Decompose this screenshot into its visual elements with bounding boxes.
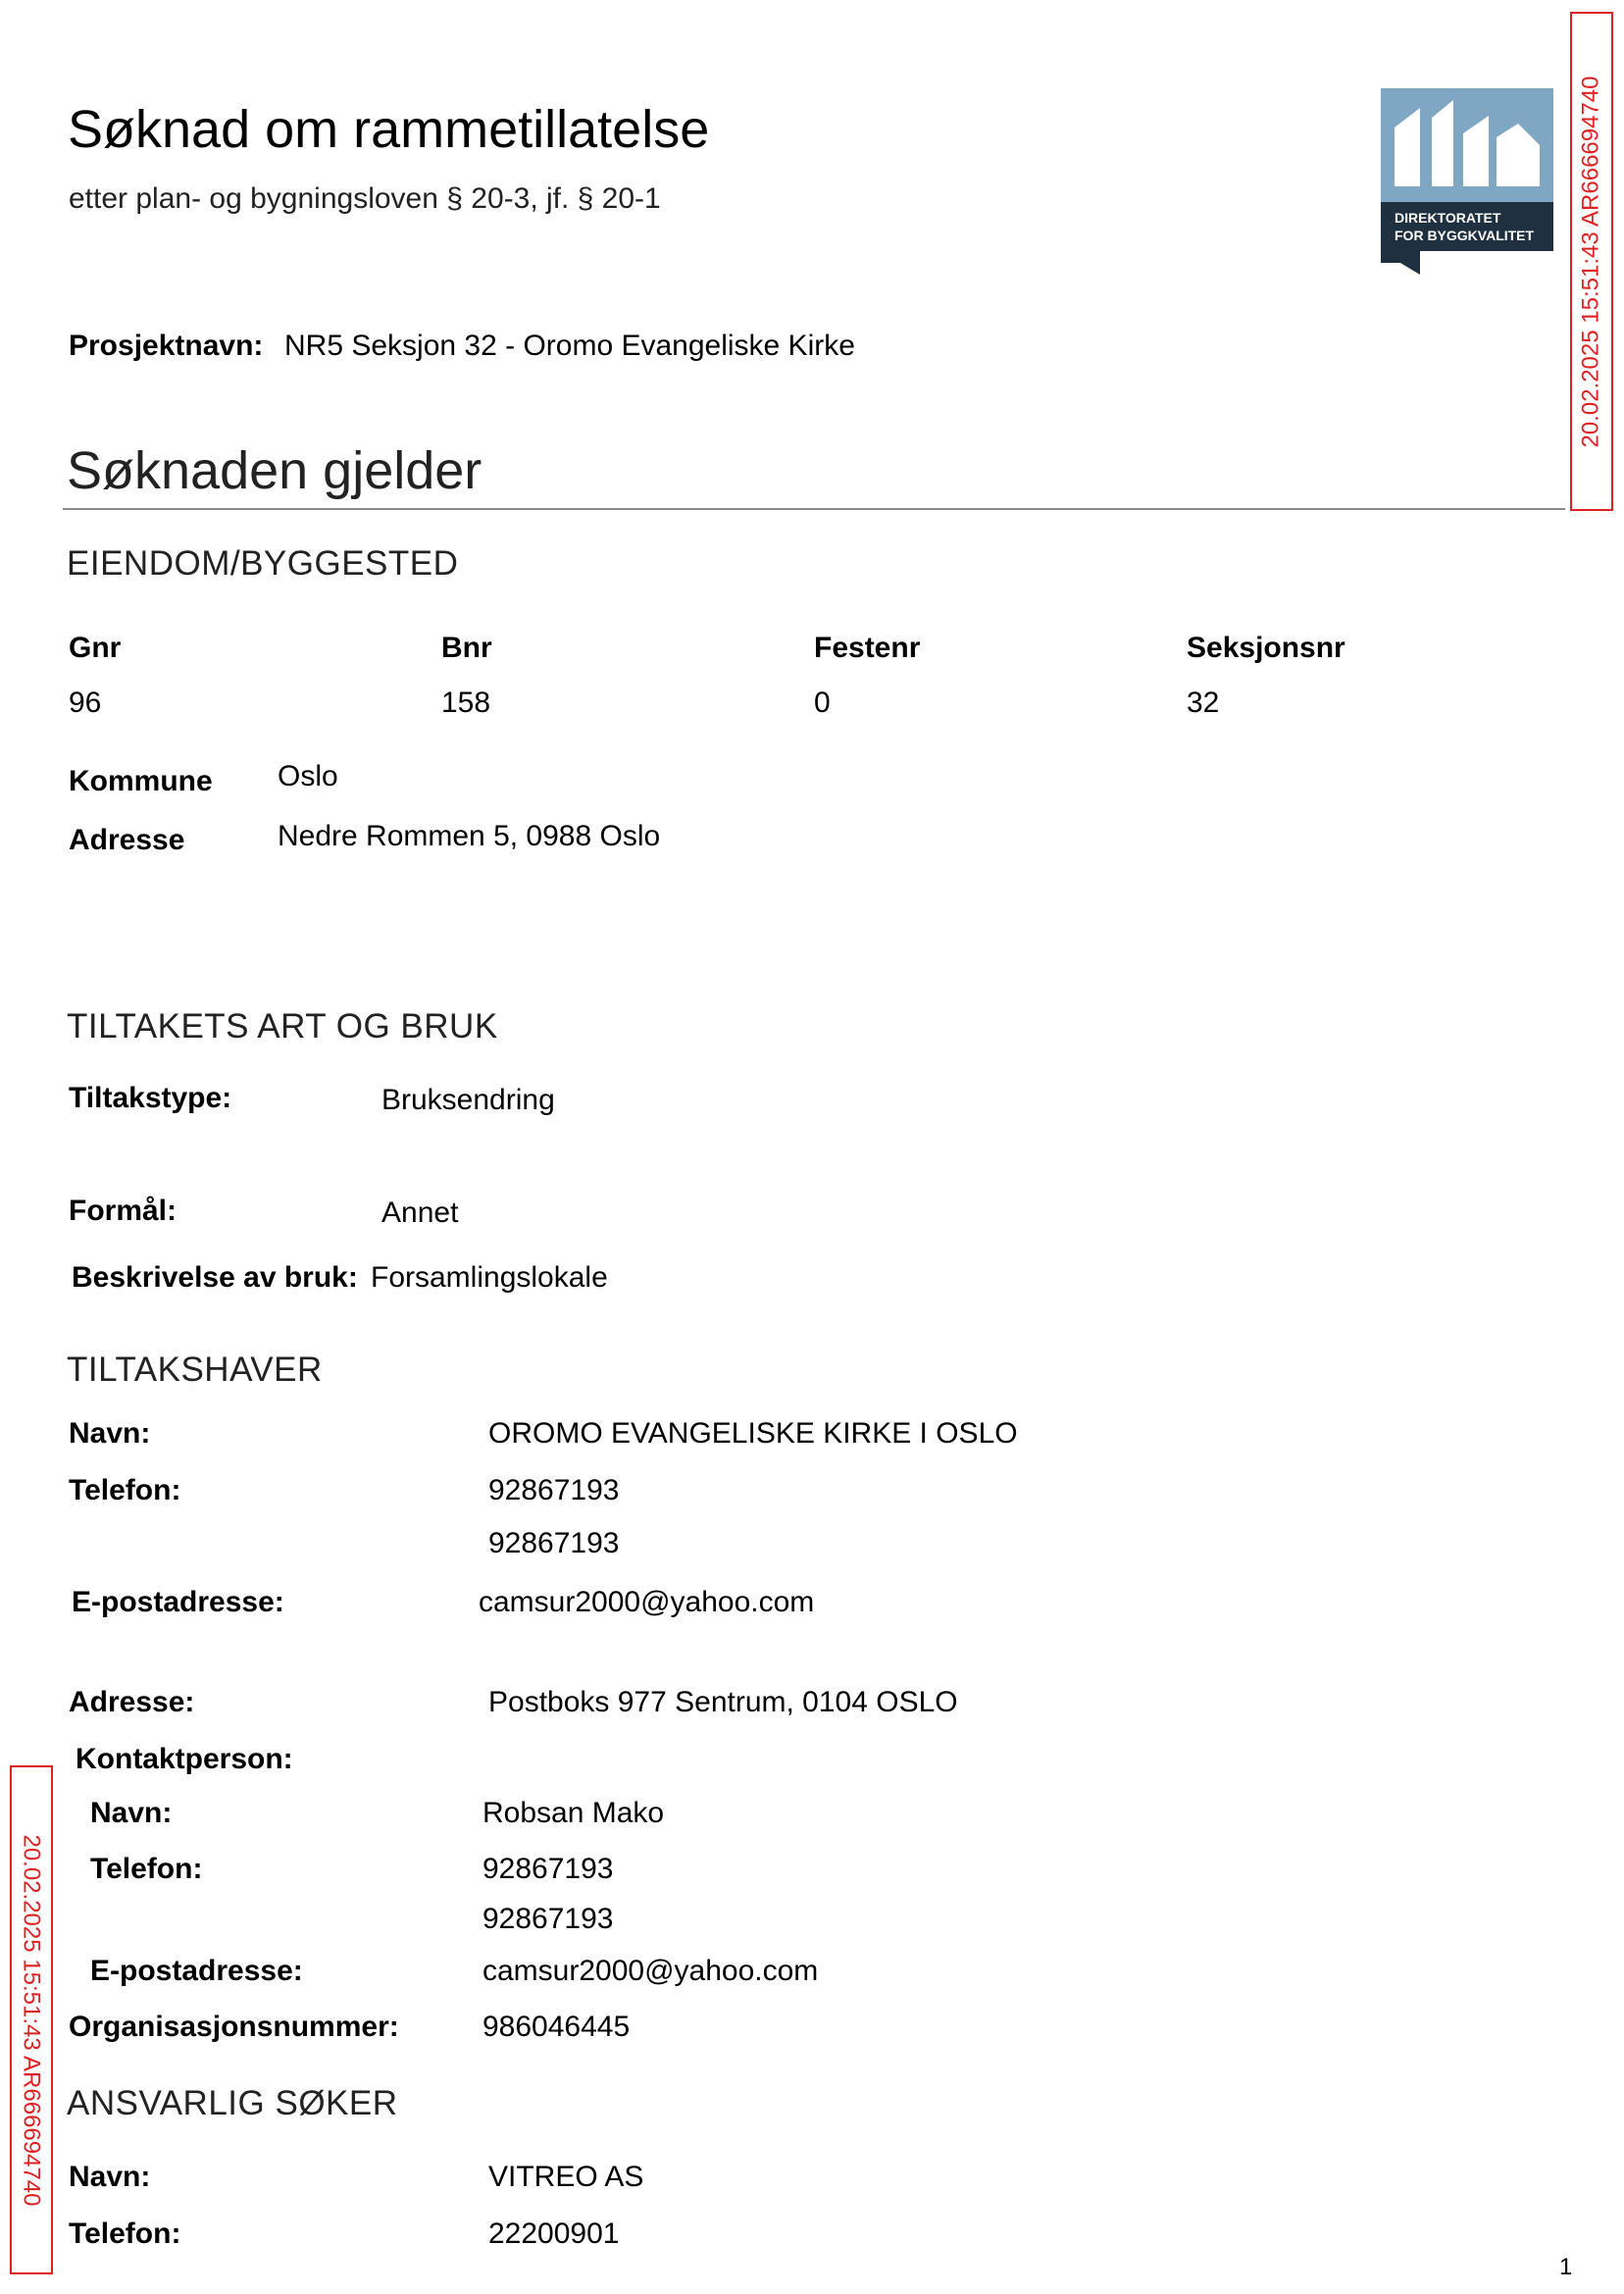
timestamp-stamp-right: 20.02.2025 15:51:43 AR666694740 bbox=[1570, 12, 1613, 511]
orgnr-label: Organisasjonsnummer: bbox=[69, 2011, 399, 2043]
tiltakshaver-telefon-label: Telefon: bbox=[69, 1474, 181, 1506]
tiltakshaver-telefon-value-1: 92867193 bbox=[488, 1474, 620, 1506]
section-divider bbox=[63, 508, 1565, 510]
kontakt-telefon-label: Telefon: bbox=[90, 1853, 203, 1885]
kontakt-epost-value: camsur2000@yahoo.com bbox=[482, 1955, 819, 1987]
logo-line2: FOR BYGGKVALITET bbox=[1395, 228, 1535, 243]
beskrivelse-label: Beskrivelse av bruk: bbox=[72, 1261, 358, 1294]
tiltakshaver-heading: TILTAKSHAVER bbox=[67, 1351, 323, 1389]
kontaktperson-label: Kontaktperson: bbox=[76, 1743, 293, 1775]
tiltakshaver-epost-value: camsur2000@yahoo.com bbox=[479, 1586, 815, 1618]
kommune-value: Oslo bbox=[278, 760, 338, 792]
kommune-label: Kommune bbox=[69, 765, 213, 797]
tiltakshaver-adresse-label: Adresse: bbox=[69, 1686, 195, 1718]
orgnr-value: 986046445 bbox=[482, 2011, 631, 2043]
kontakt-navn-label: Navn: bbox=[90, 1797, 173, 1829]
tiltakshaver-epost-label: E-postadresse: bbox=[72, 1586, 284, 1618]
document-subtitle: etter plan- og bygningsloven § 20-3, jf. § 20-1 bbox=[69, 182, 661, 215]
adresse-label: Adresse bbox=[69, 824, 185, 856]
logo-line1: DIREKTORATET bbox=[1395, 210, 1501, 226]
document-title: Søknad om rammetillatelse bbox=[68, 100, 710, 159]
bnr-label: Bnr bbox=[441, 632, 492, 664]
page-number: 1 bbox=[1559, 2254, 1573, 2280]
festenr-label: Festenr bbox=[814, 632, 921, 664]
eiendom-heading: EIENDOM/BYGGESTED bbox=[67, 544, 459, 583]
seksjonsnr-label: Seksjonsnr bbox=[1187, 632, 1345, 664]
kontakt-navn-value: Robsan Mako bbox=[482, 1797, 665, 1829]
gnr-label: Gnr bbox=[69, 632, 122, 664]
ansvarlig-navn-value: VITREO AS bbox=[488, 2161, 644, 2193]
project-label: Prosjektnavn: bbox=[69, 330, 264, 362]
tiltakshaver-telefon-value-2: 92867193 bbox=[488, 1527, 620, 1559]
tiltakshaver-navn-label: Navn: bbox=[69, 1417, 151, 1450]
festenr-value: 0 bbox=[814, 687, 831, 719]
tiltakstype-label: Tiltakstype: bbox=[69, 1082, 232, 1114]
adresse-value: Nedre Rommen 5, 0988 Oslo bbox=[278, 820, 661, 852]
ansvarlig-heading: ANSVARLIG SØKER bbox=[67, 2084, 398, 2122]
kontakt-telefon-value-1: 92867193 bbox=[482, 1853, 614, 1885]
ansvarlig-navn-label: Navn: bbox=[69, 2161, 151, 2193]
beskrivelse-value: Forsamlingslokale bbox=[371, 1261, 608, 1294]
tiltakshaver-navn-value: OROMO EVANGELISKE KIRKE I OSLO bbox=[488, 1417, 1018, 1450]
seksjonsnr-value: 32 bbox=[1187, 687, 1220, 719]
gnr-value: 96 bbox=[69, 687, 102, 719]
project-value: NR5 Seksjon 32 - Oromo Evangeliske Kirke bbox=[284, 330, 855, 362]
building-logo-icon bbox=[1381, 88, 1553, 275]
tiltakstype-value: Bruksendring bbox=[381, 1084, 555, 1116]
ansvarlig-telefon-value: 22200901 bbox=[488, 2218, 620, 2250]
formal-value: Annet bbox=[381, 1197, 459, 1229]
timestamp-stamp-left: 20.02.2025 15:51:43 AR666694740 bbox=[10, 1765, 53, 2274]
ansvarlig-telefon-label: Telefon: bbox=[69, 2218, 181, 2250]
dibk-logo bbox=[1381, 88, 1553, 275]
tiltak-heading: TILTAKETS ART OG BRUK bbox=[67, 1007, 498, 1045]
formal-label: Formål: bbox=[69, 1195, 178, 1227]
tiltakshaver-adresse-value: Postboks 977 Sentrum, 0104 OSLO bbox=[488, 1686, 958, 1718]
section-title: Søknaden gjelder bbox=[67, 441, 482, 500]
kontakt-epost-label: E-postadresse: bbox=[90, 1955, 303, 1987]
bnr-value: 158 bbox=[441, 687, 491, 719]
kontakt-telefon-value-2: 92867193 bbox=[482, 1903, 614, 1935]
